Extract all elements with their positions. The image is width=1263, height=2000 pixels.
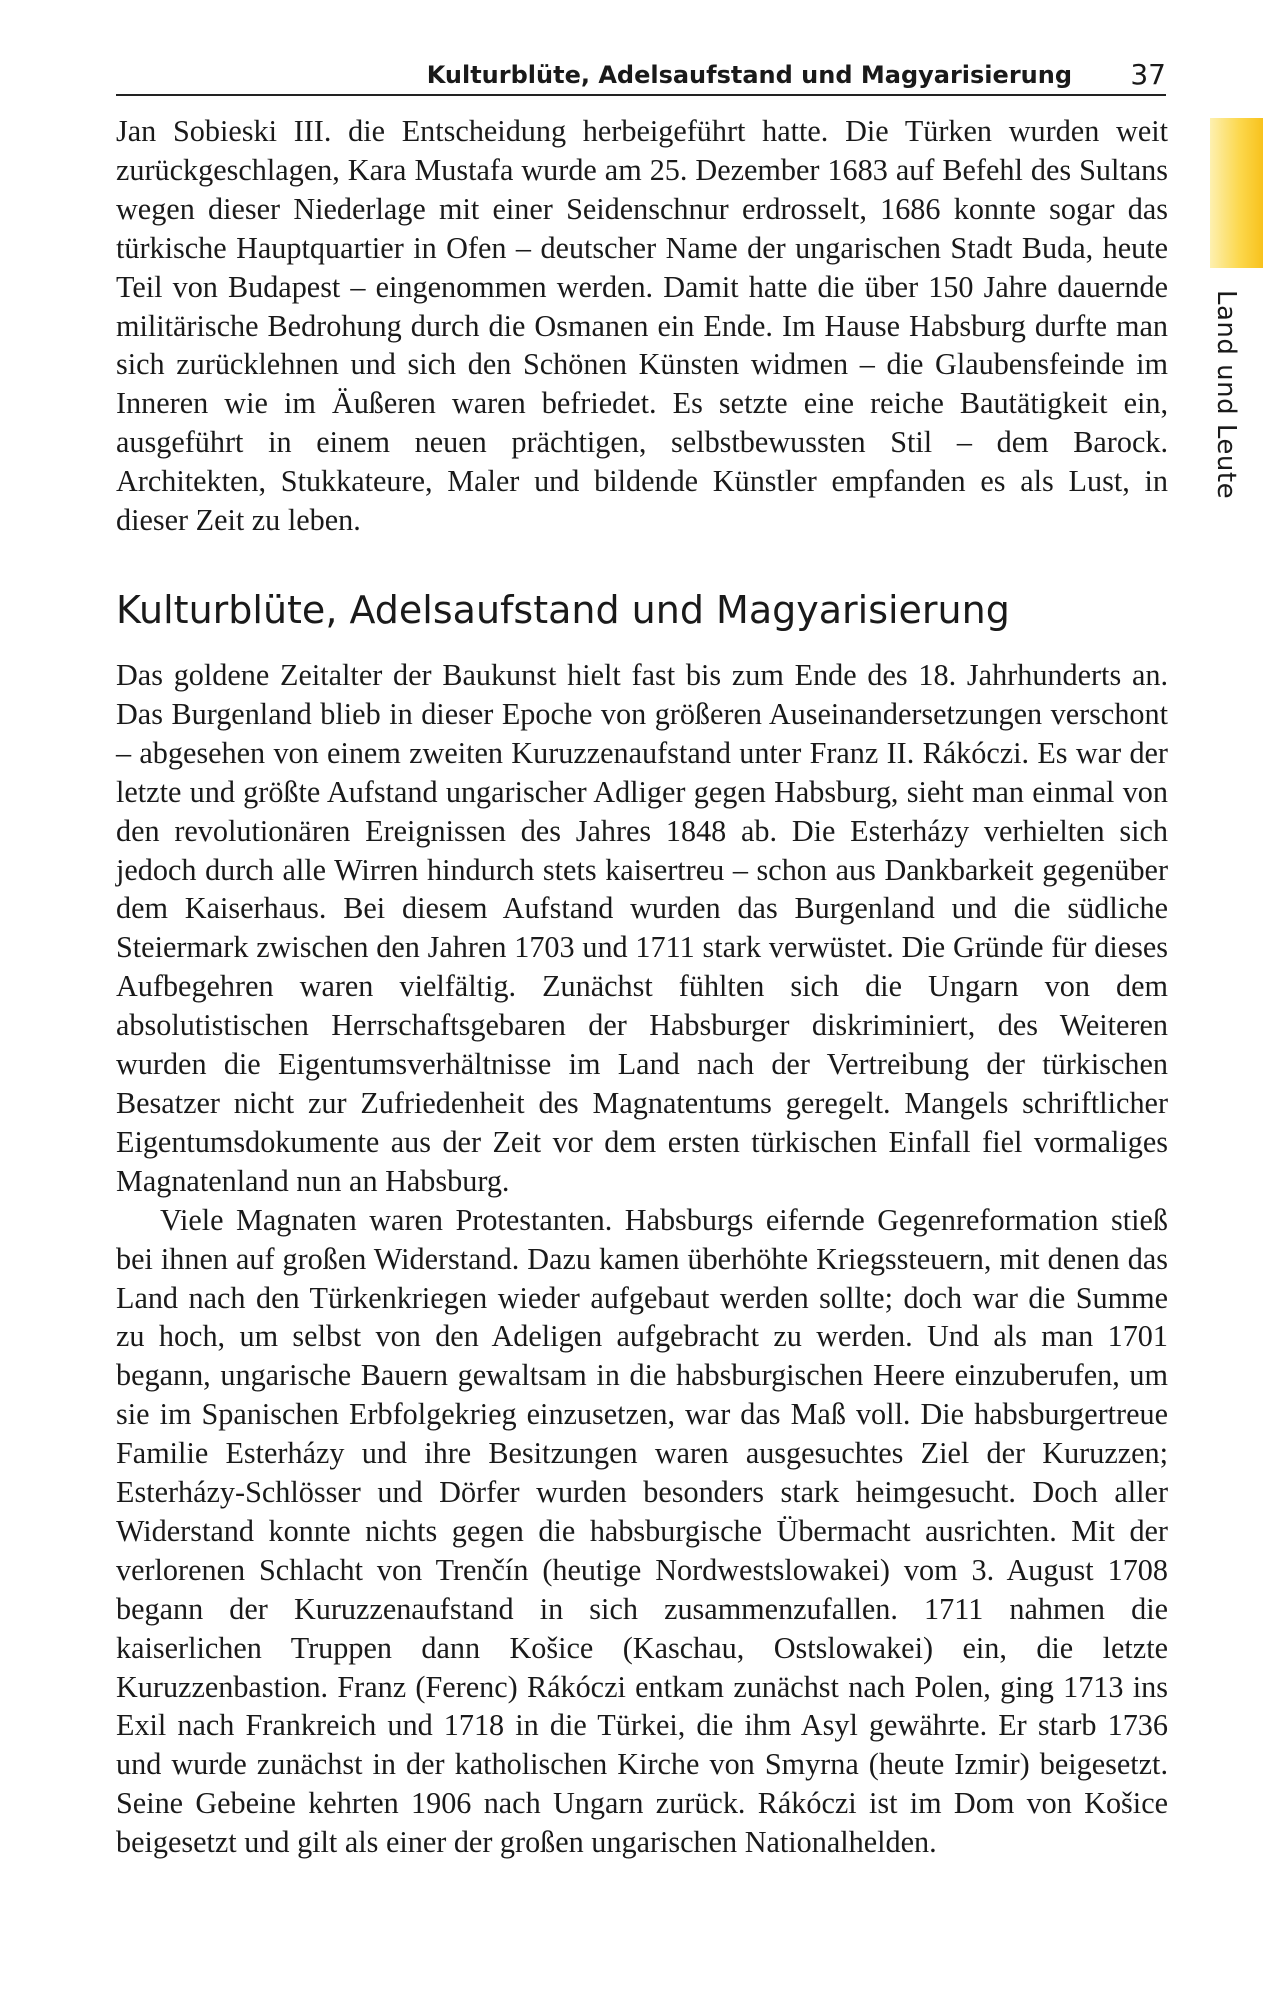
body-paragraph: Das goldene Zeitalter der Baukunst hielt fast bis zum Ende des 18. Jahrhunderts an. Das Burgenland blieb in dieser Epoche von größeren Auseinandersetzungen verschont – abgesehen von einem zweiten Kuruzzenaufstand unter Franz II. Rákóczi. Es war der letzte und größte Aufstand ungarischer Adliger gegen Habsburg, sieht man einmal von den revolutionären Ereignissen des Jahres 1848 ab. Die Esterházy verhielten sich jedoch durch alle Wirren hindurch stets kaisertreu – schon aus Dankbarkeit gegenüber dem Kaiserhaus. Bei diesem Aufstand wurden das Burgenland und die südliche Steiermark zwischen den Jahren 1703 und 1711 stark verwüstet. Die Gründe für dieses Aufbegehren waren vielfältig. Zunächst fühlten sich die Ungarn von dem absolutistischen Herrschaftsgebaren der Habsburger diskriminiert, des Weiteren wurden die Eigentumsverhältnisse im Land nach der Vertreibung der türkischen Besatzer nicht zur Zufriedenheit des Magnatentums geregelt. Mangels schriftlicher Eigentumsdokumente aus der Zeit vor dem ersten türkischen Einfall fiel vormaliges Magnatenland nun an Habsburg. (116, 658, 1168, 1198)
running-header (116, 58, 1166, 96)
chapter-thumb-tab (1210, 118, 1263, 268)
body-paragraph: Viele Magnaten waren Protestanten. Habsburgs eifernde Gegenreformation stieß bei ihnen auf großen Widerstand. Dazu kamen überhöhte Kriegssteuern, mit denen das Land nach den Türkenkriegen wieder aufgebaut werden sollte; doch war die Summe zu hoch, um selbst von den Adeligen aufgebracht zu werden. Und als man 1701 begann, ungarische Bauern gewaltsam in die habsburgischen Heere einzuberufen, um sie im Spanischen Erbfolgekrieg einzusetzen, war das Maß voll. Die habsburgertreue Familie Esterházy und ihre Besitzungen waren ausgesuchtes Ziel der Kuruzzen; Esterházy-Schlösser und Dörfer wurden besonders stark heimgesucht. Doch aller Widerstand konnte nichts gegen die habsburgische Übermacht ausrichten. Mit der verlorenen Schlacht von Trenčín (heutige Nordwestslowakei) vom 3. August 1708 begann der Kuruzzenaufstand in sich zusammenzufallen. 1711 nahmen die kaiserlichen Truppen dann Košice (Kaschau, Ostslowakei) ein, die letzte Kuruzzenbastion. Franz (Ferenc) Rákóczi entkam zunächst nach Polen, ging 1713 ins Exil nach Frankreich und 1718 in die Türkei, die ihm Asyl gewährte. Er starb 1736 und wurde zunächst in der katholischen Kirche von Smyrna (heute Izmir) beigesetzt. Seine Gebeine kehrten 1906 nach Ungarn zurück. Rákóczi ist im Dom von Košice beigesetzt und gilt als einer der großen ungarischen Nationalhelden. (116, 1202, 1168, 1860)
intro-paragraph: Jan Sobieski III. die Entscheidung herbeigeführt hatte. Die Türken wurden weit zurückgeschlagen, Kara Mustafa wurde am 25. Dezember 1683 auf Befehl des Sultans wegen dieser Niederlage mit einer Seidenschnur erdrosselt, 1686 konnte sogar das türkische Hauptquartier in Ofen – deutscher Name der ungarischen Stadt Buda, heute Teil von Budapest – eingenommen werden. Damit hatte die über 150 Jahre dauernde militärische Bedrohung durch die Osmanen ein Ende. Im Hause Habsburg durfte man sich zurücklehnen und sich den Schönen Künsten widmen – die Glaubensfeinde im Inneren wie im Äußeren waren befriedet. Es setzte eine reiche Bautätigkeit ein, ausgeführt in einem neuen prächtigen, selbstbewussten Stil – dem Barock. Architekten, Stukkateure, Maler und bildende Künstler empfanden es als Lust, in dieser Zeit zu leben. (116, 114, 1168, 538)
section-body (116, 656, 1168, 1862)
page-number: 37 (1130, 58, 1166, 91)
running-title: Kulturblüte, Adelsaufstand und Magyarisierung (426, 61, 1072, 89)
chapter-side-label: Land und Leute (1211, 290, 1241, 500)
section-heading: Kulturblüte, Adelsaufstand und Magyarisierung (116, 588, 1010, 632)
intro-text (116, 112, 1168, 540)
